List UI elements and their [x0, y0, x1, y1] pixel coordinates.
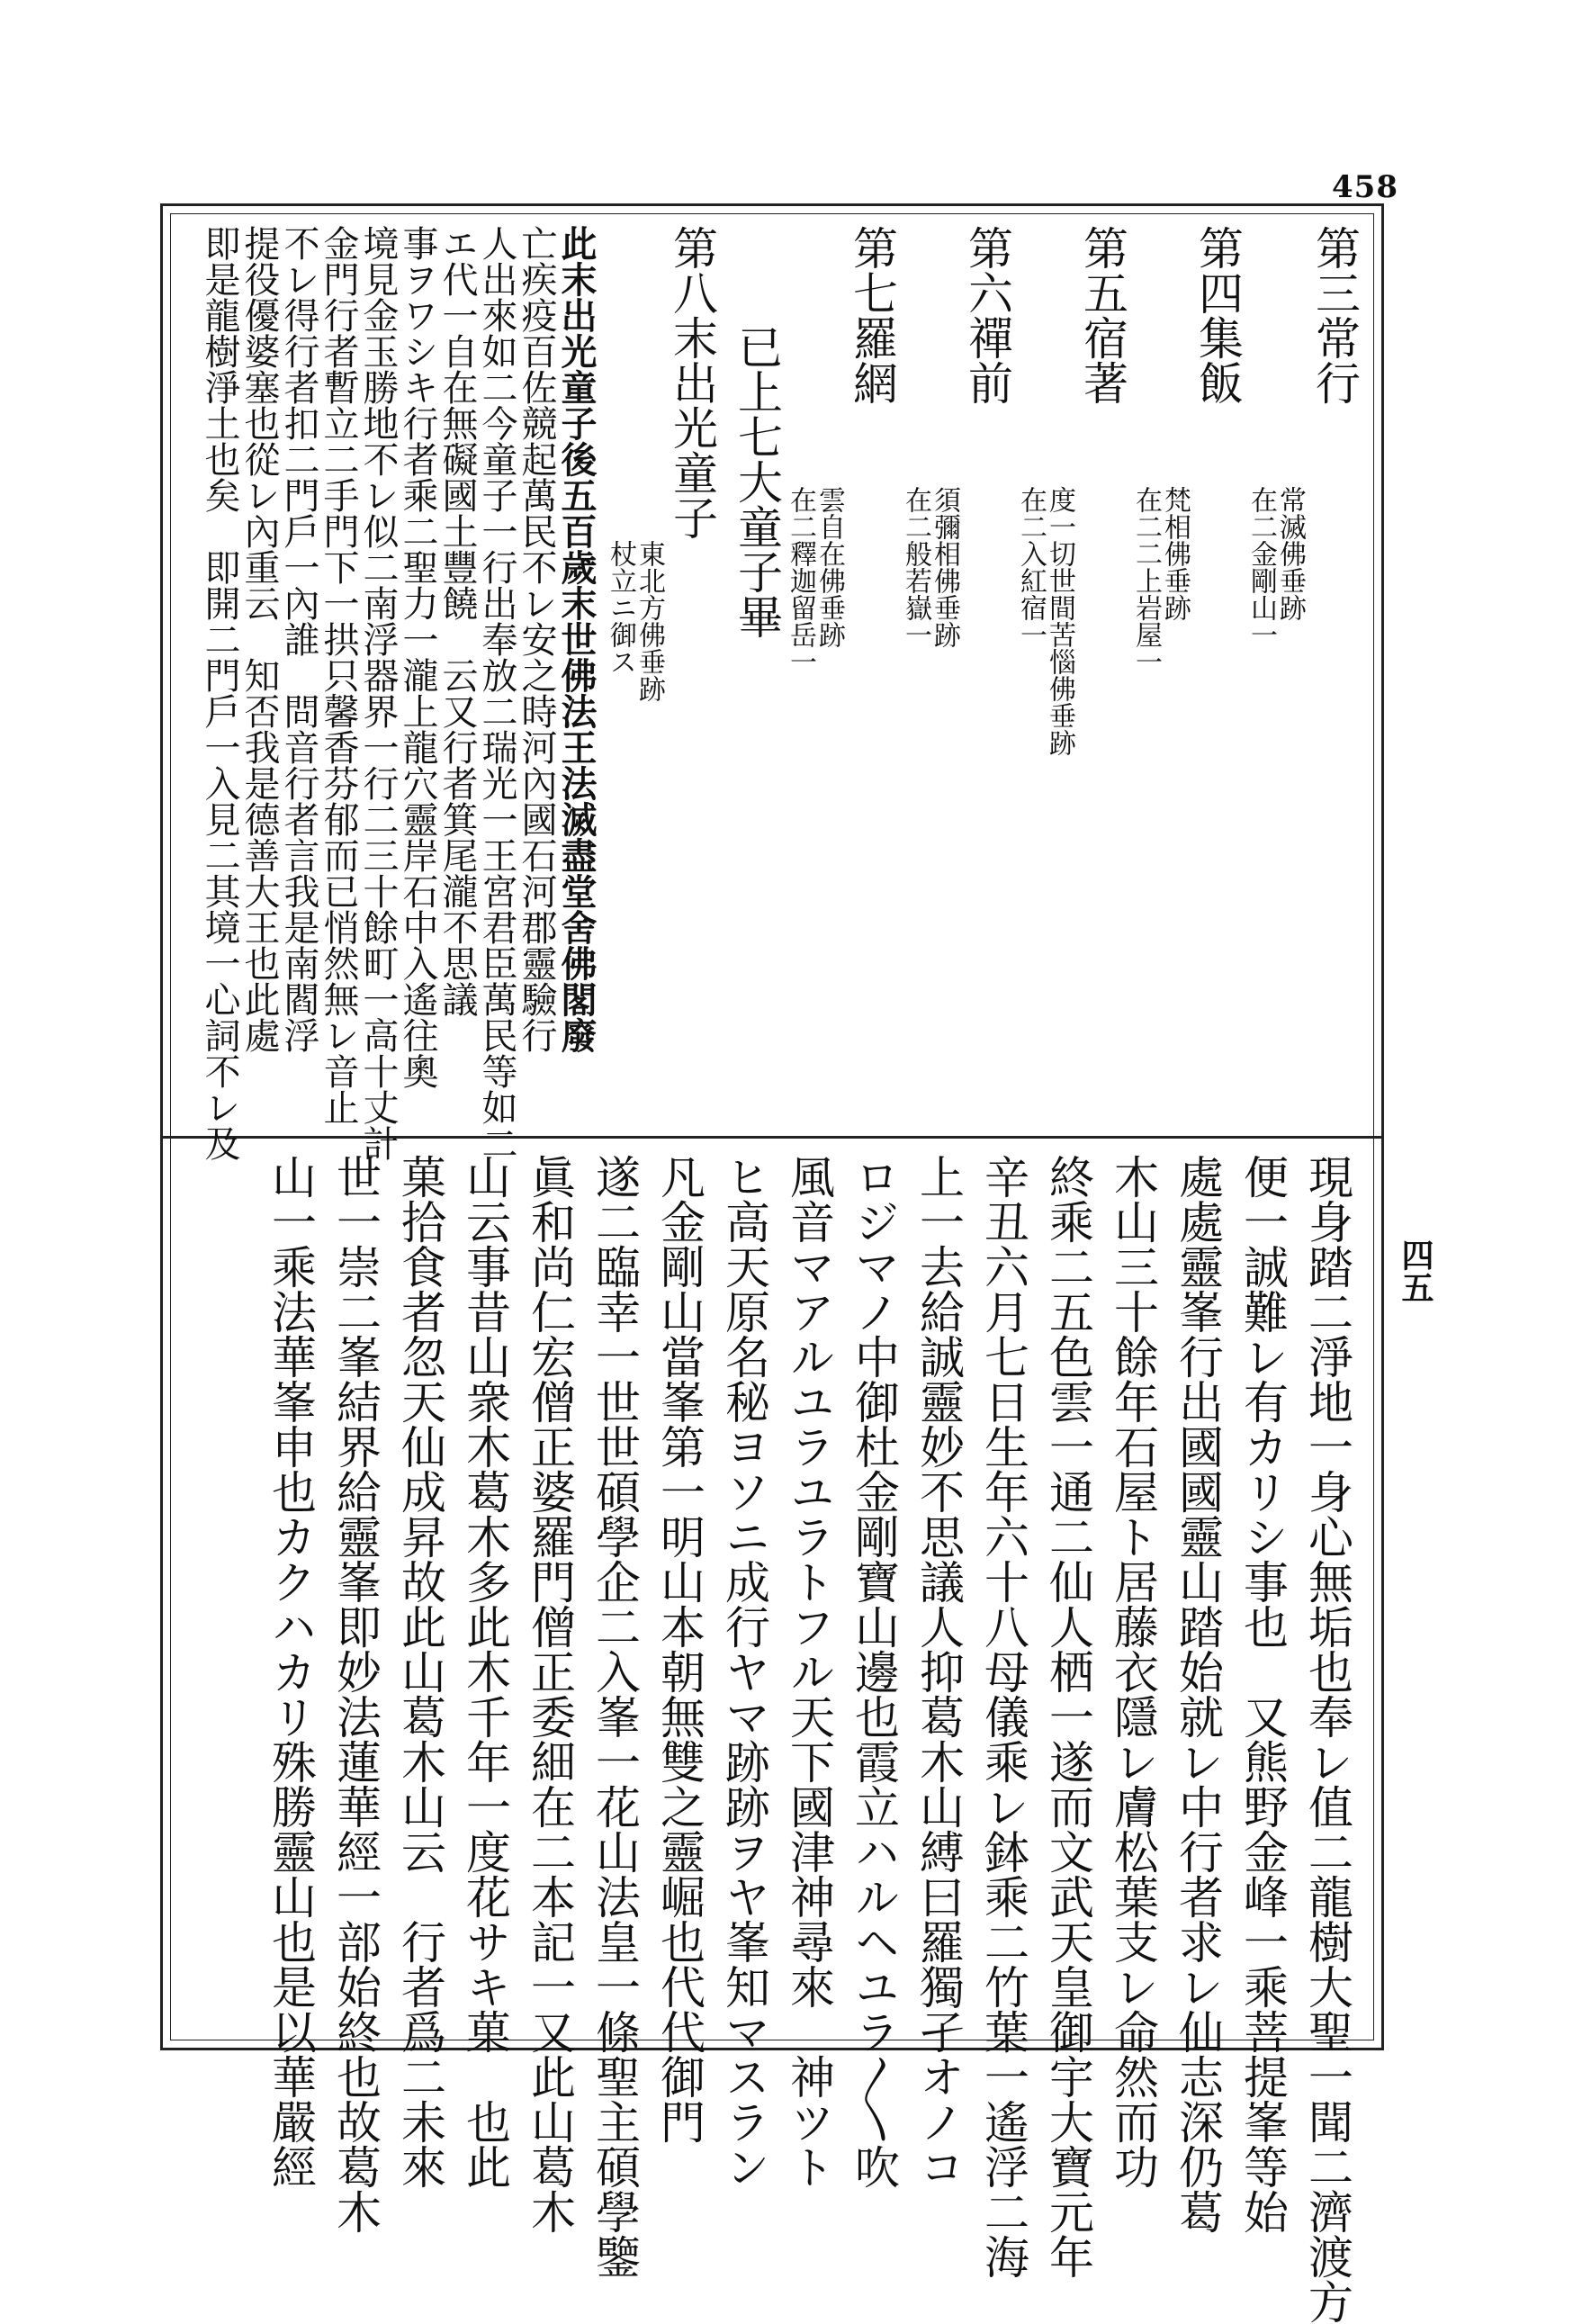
lower-line-8: ロジマノ中御杜金剛寶山邊也霞立ハルヘユラ〳〵吹	[848, 1154, 900, 2189]
item-6-note-1: 須彌相佛垂跡	[929, 486, 960, 648]
item-8-note-2: 杖立ニ御ス	[605, 540, 636, 675]
page-number: 458	[1332, 169, 1398, 205]
lower-line-14: 山云事昔山衆木葛木多此木千年一度花サキ菓 也此	[459, 1154, 511, 2189]
upper-line-1: 此末出光童子後五百歲末世佛法王法滅盡堂舍佛閣廢	[555, 225, 598, 1053]
lower-line-4: 木山三十餘年石屋ト居藤衣隱レ膚松葉支レ命然而功	[1107, 1154, 1159, 2189]
lower-line-7: 上一去給誠靈妙不思議人抑葛木山縛曰羅獨孑オノコ	[912, 1154, 965, 2189]
item-8-label: 第八末出光童子	[666, 225, 718, 540]
lower-line-9: 風音マアルユラユラトフル天下國津神尋來 神ツト	[783, 1154, 835, 2189]
item-4-note-1: 梵相佛垂跡	[1159, 486, 1191, 621]
folio-kanji: 四五	[1397, 1239, 1434, 1303]
item-5-label: 第五宿著	[1076, 225, 1128, 405]
item-5-note-2: 在二入紅宿一	[1015, 486, 1047, 648]
lower-line-5: 終乘二五色雲一通二仙人栖一遂而文武天皇御宇大寶元年	[1042, 1154, 1094, 2279]
item-5-note-1: 度一切世間苦惱佛垂跡	[1044, 486, 1075, 756]
lower-line-13: 眞和尚仁宏僧正婆羅門僧正委細在二本記一又此山葛木	[524, 1154, 576, 2234]
upper-line-9: 提役優婆塞也從レ內重云 知否我是德善大王也此處	[238, 225, 280, 1053]
lower-line-16: 世一崇二峯結界給靈峯即妙法蓮華經一部始終也故葛木	[329, 1154, 382, 2234]
item-7-note-1: 雲自在佛垂跡	[813, 486, 845, 648]
upper-line-8: 不レ得行者扣二門戶一內誰 問音行者言我是南閻浮	[278, 225, 319, 1053]
item-6-note-2: 在二般若嶽一	[900, 486, 931, 648]
item-4-note-2: 在二二上岩屋一	[1130, 486, 1162, 675]
item-4-label: 第四集飯	[1191, 225, 1244, 405]
upper-line-7: 金門行者暫立二手門下一拱只馨香芬郁而已悄然無レ音止	[318, 225, 359, 1125]
lower-line-3: 處處靈峯行出國國靈山踏始就レ中行者求レ仙志深仍葛	[1172, 1154, 1224, 2234]
upper-line-3: 人出來如二今童子一行出奉放二瑞光一王宮君臣萬民等如二	[476, 225, 517, 1161]
lower-line-1: 現身踏二淨地一身心無垢也奉レ值二龍樹大聖一聞二濟渡方	[1301, 1154, 1353, 2324]
upper-line-4: エ代一自在無礙國土豐饒 云又行者箕尾瀧不思議	[436, 225, 478, 1017]
lower-line-12: 遂二臨幸一世世碩學企二入峯一花山法皇一條聖主碩學鑒	[589, 1154, 641, 2279]
upper-line-2: 亡疾疫百佐競起萬民不レ安之時河內國石河郡靈驗行	[516, 225, 557, 1053]
upper-line-10: 即是龍樹淨土也矣 即開二門戶一入見二其境一心詞不レ及	[199, 225, 240, 1161]
upper-line-5: 事ヲワシキ行者乘二聖力一瀧上龍穴靈岸石中入遙往奧	[397, 225, 438, 1089]
item-3-note-2: 在二金剛山一	[1245, 486, 1277, 648]
lower-line-6: 辛丑六月七日生年六十八母儀乘レ鉢乘二竹葉一遙浮二海	[977, 1154, 1029, 2279]
item-3-note-1: 常滅佛垂跡	[1274, 486, 1306, 621]
summary-line: 已上七大童子畢	[731, 324, 783, 639]
lower-line-11: 凡金剛山當峯第一明山本朝無雙之靈崛也代代御門	[653, 1154, 706, 2144]
upper-line-6: 境見金玉勝地不レ似二南浮器界一行二三十餘町一高十丈計	[357, 225, 399, 1161]
item-3-label: 第三常行	[1308, 225, 1361, 405]
lower-line-17: 山一乘法華峯申也カクハカリ殊勝靈山也是以華嚴經	[265, 1154, 317, 2189]
item-7-label: 第七羅網	[846, 225, 898, 405]
item-7-note-2: 在二釋迦留岳一	[785, 486, 816, 675]
lower-line-15: 菓拾食者忽天仙成昇故此山葛木山云 行者爲二未來	[394, 1154, 446, 2189]
item-8-note-1: 東北方佛垂跡	[634, 540, 665, 702]
item-6-label: 第六禪前	[961, 225, 1013, 405]
lower-line-2: 便一誠難レ有カリシ事也 又熊野金峰一乘菩提峯等始	[1236, 1154, 1289, 2234]
lower-line-10: ヒ高天原名秘ヨソニ成行ヤマ跡跡ヲヤ峯知マスラン	[718, 1154, 770, 2189]
